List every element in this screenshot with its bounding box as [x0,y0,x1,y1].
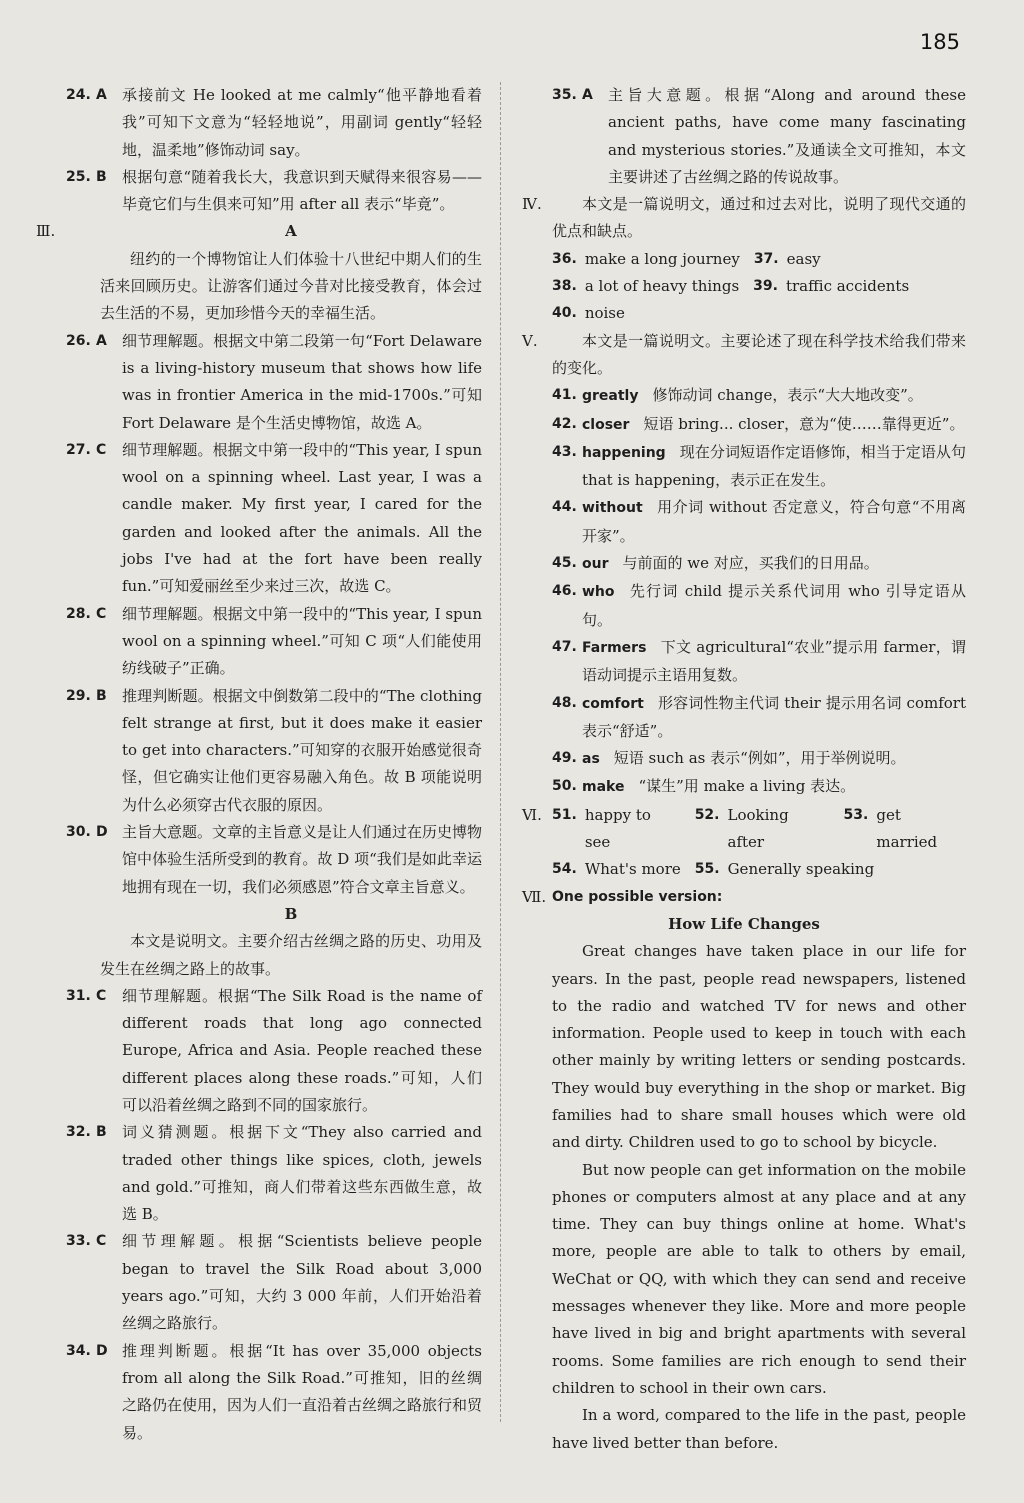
blank-row-38-39: 38. a lot of heavy things 39. traffic accidents [552,277,910,296]
part-b-label: B [284,904,298,923]
section-5: Ⅴ. 本文是一篇说明文。主要论述了现在科学技术给我们带来的变化。 [522,331,966,377]
page-number: 185 [919,30,960,54]
answer-46: 46. who 先行词 child 提示关系代词用 who 引导定语从句。 [552,582,966,629]
answer-31: 31. C 细节理解题。根据“The Silk Road is the name of different roads that long ago connected Europe, Africa and Asia. People reached these different places along these roads.”可知，人们可以沿着丝绸之路到不同的国家旅行。 [66,986,482,1114]
essay-paragraph-2: But now people can get information on the mobile phones or computers almost at any place and at any time. They can buy things online at home. What's more, people are able to talk to others by email, WeChat or QQ, with which they can send and receive messages whenever they like. More and more people have lived in big and bright apartments with several rooms. Some families are rich enough to send their children to school in their own cars. [552,1160,966,1397]
answer-25: 25. B 根据句意“随着我长大，我意识到天赋得来很容易——毕竟它们与生俱来可知”用 after all 表示“毕竟”。 [66,167,482,214]
answer-24: 24. A 承接前文 He looked at me calmly“他平静地看着我”可知下文意为“轻轻地说”，用副词 gently“轻轻地，温柔地”修饰动词 say。 [66,86,482,159]
column-divider [500,82,501,1422]
answer-45: 45. our 与前面的 we 对应，买我们的日用品。 [552,554,879,573]
section-7: Ⅶ. One possible version: [522,887,723,906]
blank-row-54-55: 54. What's more 55. Generally speaking [552,860,875,879]
answer-28: 28. C 细节理解题。根据文中第一段中的“This year, I spun wool on a spinning wheel.”可知 C 项“人们能使用纺线破子”正确。 [66,604,482,678]
right-column [522,82,966,1457]
answer-32: 32. B 词义猜测题。根据下文“They also carried and traded other things like spices, cloth, jewels and gold.”可推知，商人们带着这些东西做生意，故选 B。 [66,1123,482,1224]
answer-34: 34. D 推理判断题。根据“It has over 35,000 objects from all along the Silk Road.”可推知，旧的丝绸之路仍在使用，因为人们一直沿着古丝绸之路旅行和贸易。 [66,1341,483,1442]
blank-row-40: 40. noise [552,304,625,323]
essay-paragraph-3: In a word, compared to the life in the past, people have lived better than before. [552,1406,966,1452]
answer-41: 41. greatly 修饰动词 change，表示“大大地改变”。 [552,386,923,405]
part-a-label: A [285,222,297,241]
answer-44: 44. without 用介词 without 否定意义，符合句意“不用离开家”。 [552,498,966,545]
answer-47: 47. Farmers 下文 agricultural“农业”提示用 farmer，谓语动词提示主语用复数。 [552,637,966,685]
model-essay [522,911,966,1457]
section-3-heading: Ⅲ. A [36,218,482,245]
answer-26: 26. A 细节理解题。根据文中第二段第一句“Fort Delaware is a living-history museum that shows how life was in frontier America in the mid-1700s.”可知 Fort Delaware 是个生活史博物馆，故选 A。 [66,331,482,432]
answer-43: 43. happening 现在分词短语作定语修饰，相当于定语从句 that is happening，表示正在发生。 [552,442,966,490]
answer-30: 30. D 主旨大意题。文章的主旨意义是让人们通过在历史博物馆中体验生活所受到的教育。故 D 项“我们是如此幸运地拥有现在一切，我们必须感恩”符合文章主旨意义。 [66,823,483,896]
essay-paragraph-1: Great changes have taken place in our life for years. In the past, people read newspapers, listened to the radio and watched TV for news and other information. People used to keep in touch with each other mainly by writing letters or sending postcards. They would buy everything in the shop or market. Big families had to share small houses which were old and dirty. Children used to go to school by bicycle. [552,942,966,1152]
answer-33: 33. C 细节理解题。根据“Scientists believe people began to travel the Silk Road about 3,000 years ago.”可知，大约 3 000 年前，人们开始沿着丝绸之路旅行。 [66,1232,482,1333]
answer-29: 29. B 推理判断题。根据文中倒数第二段中的“The clothing felt strange at first, but it does make it easier to get into characters.”可知穿的衣服开始感觉很奇怪，但它确实让他们更容易融入角色。故 B 项能说明为什么必须穿古代衣服的原因。 [66,686,482,814]
answer-42: 42. closer 短语 bring... closer，意为“使……靠得更近”。 [552,414,965,433]
section-4: Ⅳ. 本文是一篇说明文，通过和过去对比，说明了现代交通的优点和缺点。 [522,195,966,241]
answer-48: 48. comfort 形容词性物主代词 their 提示用名词 comfort 表示“舒适”。 [552,693,966,740]
part-b-intro: 本文是说明文。主要介绍古丝绸之路的历史、功用及发生在丝绸之路上的故事。 [100,932,482,978]
answer-49: 49. as 短语 such as 表示“例如”，用于举例说明。 [552,749,906,768]
section-6: Ⅵ. 51. happy to see 52. Looking after 53. get married [522,805,938,852]
answer-27: 27. C 细节理解题。根据文中第一段中的“This year, I spun wool on a spinning wheel. Last year, I was a candle maker. My first year, I cared for the garden and looked after the animals. All the jobs I've had at the fort have been really fun.”可知爱丽丝至少来过三次，故选 C。 [66,440,482,596]
left-column [36,82,482,1447]
answer-50: 50. make “谋生”用 make a living 表达。 [552,777,856,796]
essay-title: How Life Changes [668,914,820,933]
blank-row-36-37: 36. make a long journey 37. easy [552,249,821,268]
answer-35: 35. A 主旨大意题。根据“Along and around these ancient paths, have come many fascinating and mysterious stories.”及通读全文可推知，本文主要讲述了古丝绸之路的传说故事。 [552,86,966,186]
part-a-intro: 纽约的一个博物馆让人们体验十八世纪中期人们的生活来回顾历史。让游客们通过今昔对比接受教育，体会过去生活的不易，更加珍惜今天的幸福生活。 [100,249,482,323]
